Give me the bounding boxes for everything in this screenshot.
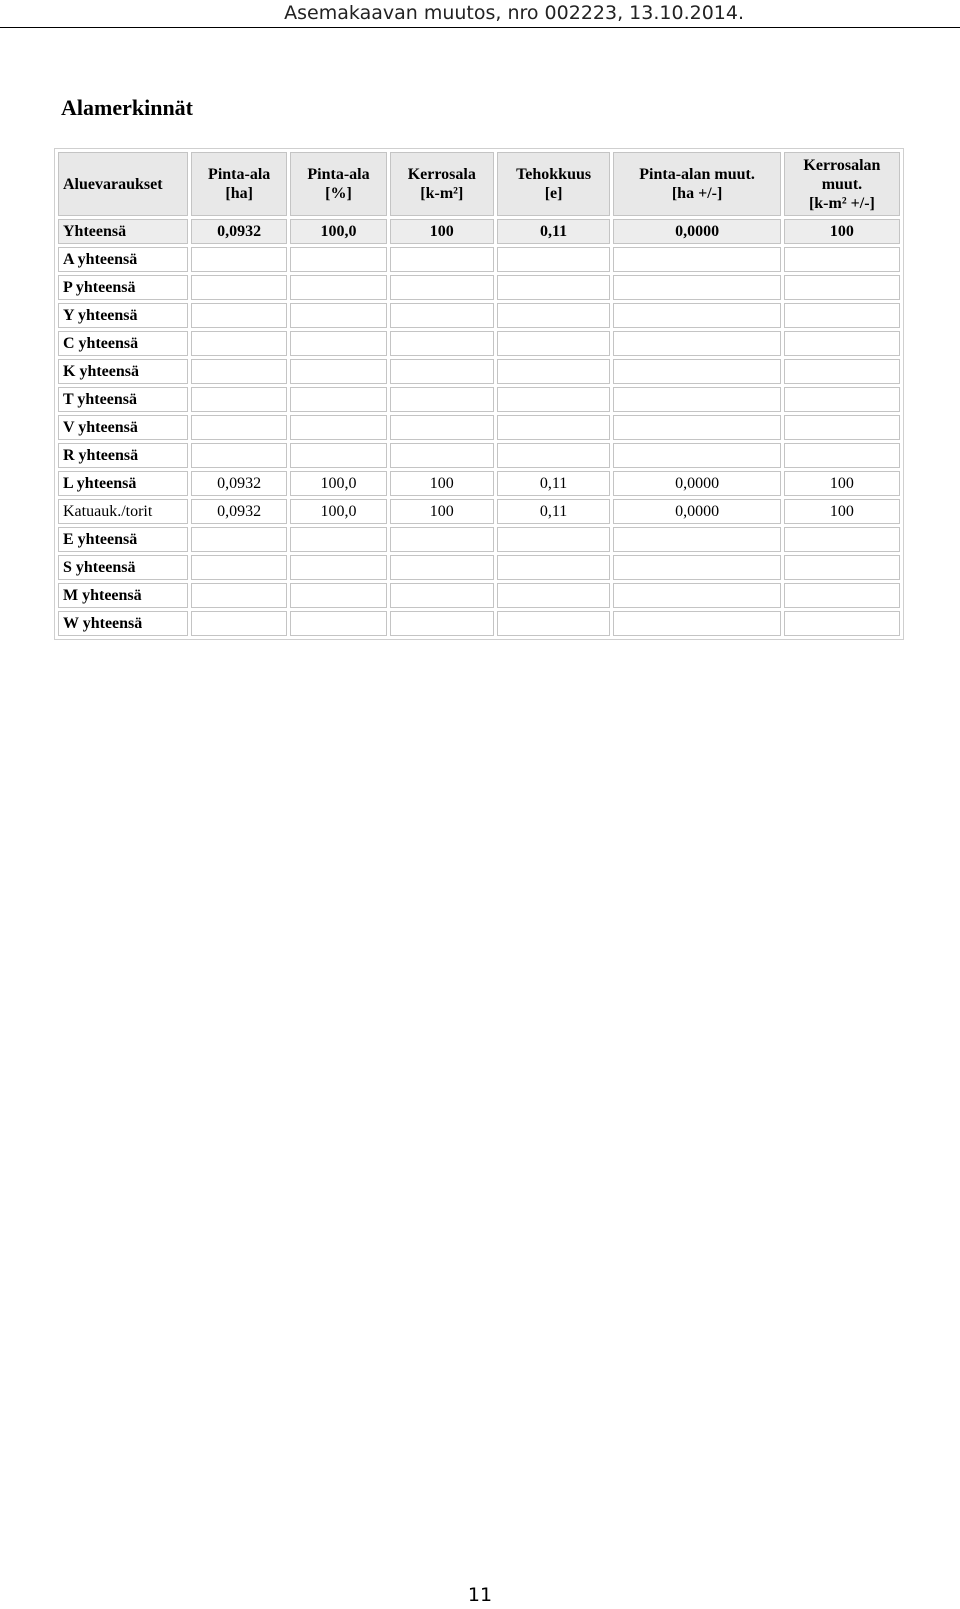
table-cell	[613, 247, 781, 272]
table-cell	[191, 359, 287, 384]
table-cell	[191, 247, 287, 272]
table-cell	[390, 331, 494, 356]
table-cell: 100	[390, 219, 494, 244]
table-cell: 100,0	[290, 471, 386, 496]
table-cell	[784, 555, 900, 580]
table-cell	[191, 611, 287, 636]
table-cell	[497, 275, 610, 300]
table-cell: 0,0932	[191, 219, 287, 244]
table-cell: 0,0932	[191, 499, 287, 524]
table-cell	[191, 387, 287, 412]
table-row	[58, 331, 900, 356]
table-cell: 0,11	[497, 471, 610, 496]
table-cell	[784, 247, 900, 272]
table-row	[58, 443, 900, 468]
table-cell	[613, 583, 781, 608]
table-cell	[191, 415, 287, 440]
table-cell	[191, 527, 287, 552]
row-label: L yhteensä	[58, 471, 188, 496]
table-cell	[784, 443, 900, 468]
column-header: Aluevaraukset	[58, 152, 188, 216]
table-cell	[390, 359, 494, 384]
column-header: Kerrosala [k-m²]	[390, 152, 494, 216]
row-label: T yhteensä	[58, 387, 188, 412]
table-cell: 100	[390, 499, 494, 524]
table-cell	[784, 331, 900, 356]
table-cell	[290, 611, 386, 636]
page-number: 11	[467, 1584, 493, 1606]
table-cell	[290, 247, 386, 272]
table-cell	[497, 247, 610, 272]
row-label: K yhteensä	[58, 359, 188, 384]
section-title: Alamerkinnät	[61, 95, 193, 120]
table-cell	[290, 583, 386, 608]
table-row	[58, 387, 900, 412]
table-cell: 100	[784, 471, 900, 496]
table-cell	[390, 555, 494, 580]
table-cell	[390, 443, 494, 468]
table-cell	[784, 415, 900, 440]
table-cell	[497, 331, 610, 356]
table-cell	[784, 527, 900, 552]
table-cell	[290, 443, 386, 468]
row-label: Yhteensä	[58, 219, 188, 244]
row-label: M yhteensä	[58, 583, 188, 608]
table-cell	[290, 527, 386, 552]
area-reservations-table	[54, 148, 904, 640]
table-cell: 100	[390, 471, 494, 496]
table-cell: 0,0000	[613, 471, 781, 496]
table-cell	[290, 415, 386, 440]
table-cell	[497, 527, 610, 552]
table-cell	[390, 527, 494, 552]
table-cell	[613, 359, 781, 384]
row-label: Katuauk./torit	[58, 499, 188, 524]
table-row	[58, 219, 900, 244]
table-cell	[497, 583, 610, 608]
table-cell: 100	[784, 219, 900, 244]
column-header: Pinta-ala [ha]	[191, 152, 287, 216]
table-cell	[290, 555, 386, 580]
table-row	[58, 415, 900, 440]
table-cell	[191, 275, 287, 300]
table-cell	[784, 611, 900, 636]
table-cell: 0,11	[497, 219, 610, 244]
table-cell	[613, 303, 781, 328]
table-cell	[613, 527, 781, 552]
row-label: V yhteensä	[58, 415, 188, 440]
table-cell	[497, 303, 610, 328]
table-cell: 0,0000	[613, 219, 781, 244]
table-cell	[784, 387, 900, 412]
table-cell	[613, 443, 781, 468]
table-cell	[390, 303, 494, 328]
table-cell: 100,0	[290, 499, 386, 524]
table-cell	[390, 247, 494, 272]
table-cell	[290, 359, 386, 384]
table-cell: 0,0000	[613, 499, 781, 524]
column-header: Pinta-alan muut. [ha +/-]	[613, 152, 781, 216]
table-body	[58, 219, 900, 636]
column-header: Kerrosalan muut. [k-m² +/-]	[784, 152, 900, 216]
table-cell	[191, 331, 287, 356]
table-cell	[613, 415, 781, 440]
document-title: Asemakaavan muutos, nro 002223, 13.10.2014.	[284, 2, 744, 24]
table-cell	[191, 555, 287, 580]
table-cell	[613, 611, 781, 636]
row-label: C yhteensä	[58, 331, 188, 356]
table-cell	[497, 359, 610, 384]
table-cell	[390, 611, 494, 636]
row-label: A yhteensä	[58, 247, 188, 272]
table-cell	[784, 303, 900, 328]
table-cell	[497, 443, 610, 468]
table-row	[58, 359, 900, 384]
table-row	[58, 583, 900, 608]
table-cell	[191, 303, 287, 328]
table-cell: 0,0932	[191, 471, 287, 496]
table-row	[58, 303, 900, 328]
table-cell	[290, 275, 386, 300]
table-cell: 0,11	[497, 499, 610, 524]
table-cell	[390, 583, 494, 608]
table-cell	[613, 331, 781, 356]
table-cell	[390, 387, 494, 412]
table-cell	[784, 583, 900, 608]
table-cell: 100,0	[290, 219, 386, 244]
table-cell	[497, 387, 610, 412]
table-header-row	[58, 152, 900, 216]
row-label: S yhteensä	[58, 555, 188, 580]
table-row	[58, 611, 900, 636]
table-cell	[290, 303, 386, 328]
row-label: R yhteensä	[58, 443, 188, 468]
table-cell	[290, 387, 386, 412]
table-cell	[497, 415, 610, 440]
table-cell	[613, 387, 781, 412]
table-cell	[784, 275, 900, 300]
row-label: P yhteensä	[58, 275, 188, 300]
table-cell	[390, 275, 494, 300]
table-cell	[191, 583, 287, 608]
table-cell	[290, 331, 386, 356]
page-header	[0, 0, 960, 28]
table-row	[58, 247, 900, 272]
row-label: W yhteensä	[58, 611, 188, 636]
table-row	[58, 555, 900, 580]
table-row	[58, 527, 900, 552]
table-row	[58, 499, 900, 524]
table-cell	[497, 555, 610, 580]
row-label: E yhteensä	[58, 527, 188, 552]
table-cell	[613, 275, 781, 300]
table-cell	[390, 415, 494, 440]
table-row	[58, 275, 900, 300]
column-header: Pinta-ala [%]	[290, 152, 386, 216]
row-label: Y yhteensä	[58, 303, 188, 328]
table-cell	[497, 611, 610, 636]
column-header: Tehokkuus [e]	[497, 152, 610, 216]
table-cell	[191, 443, 287, 468]
table-cell: 100	[784, 499, 900, 524]
table-row	[58, 471, 900, 496]
table-cell	[784, 359, 900, 384]
table-cell	[613, 555, 781, 580]
